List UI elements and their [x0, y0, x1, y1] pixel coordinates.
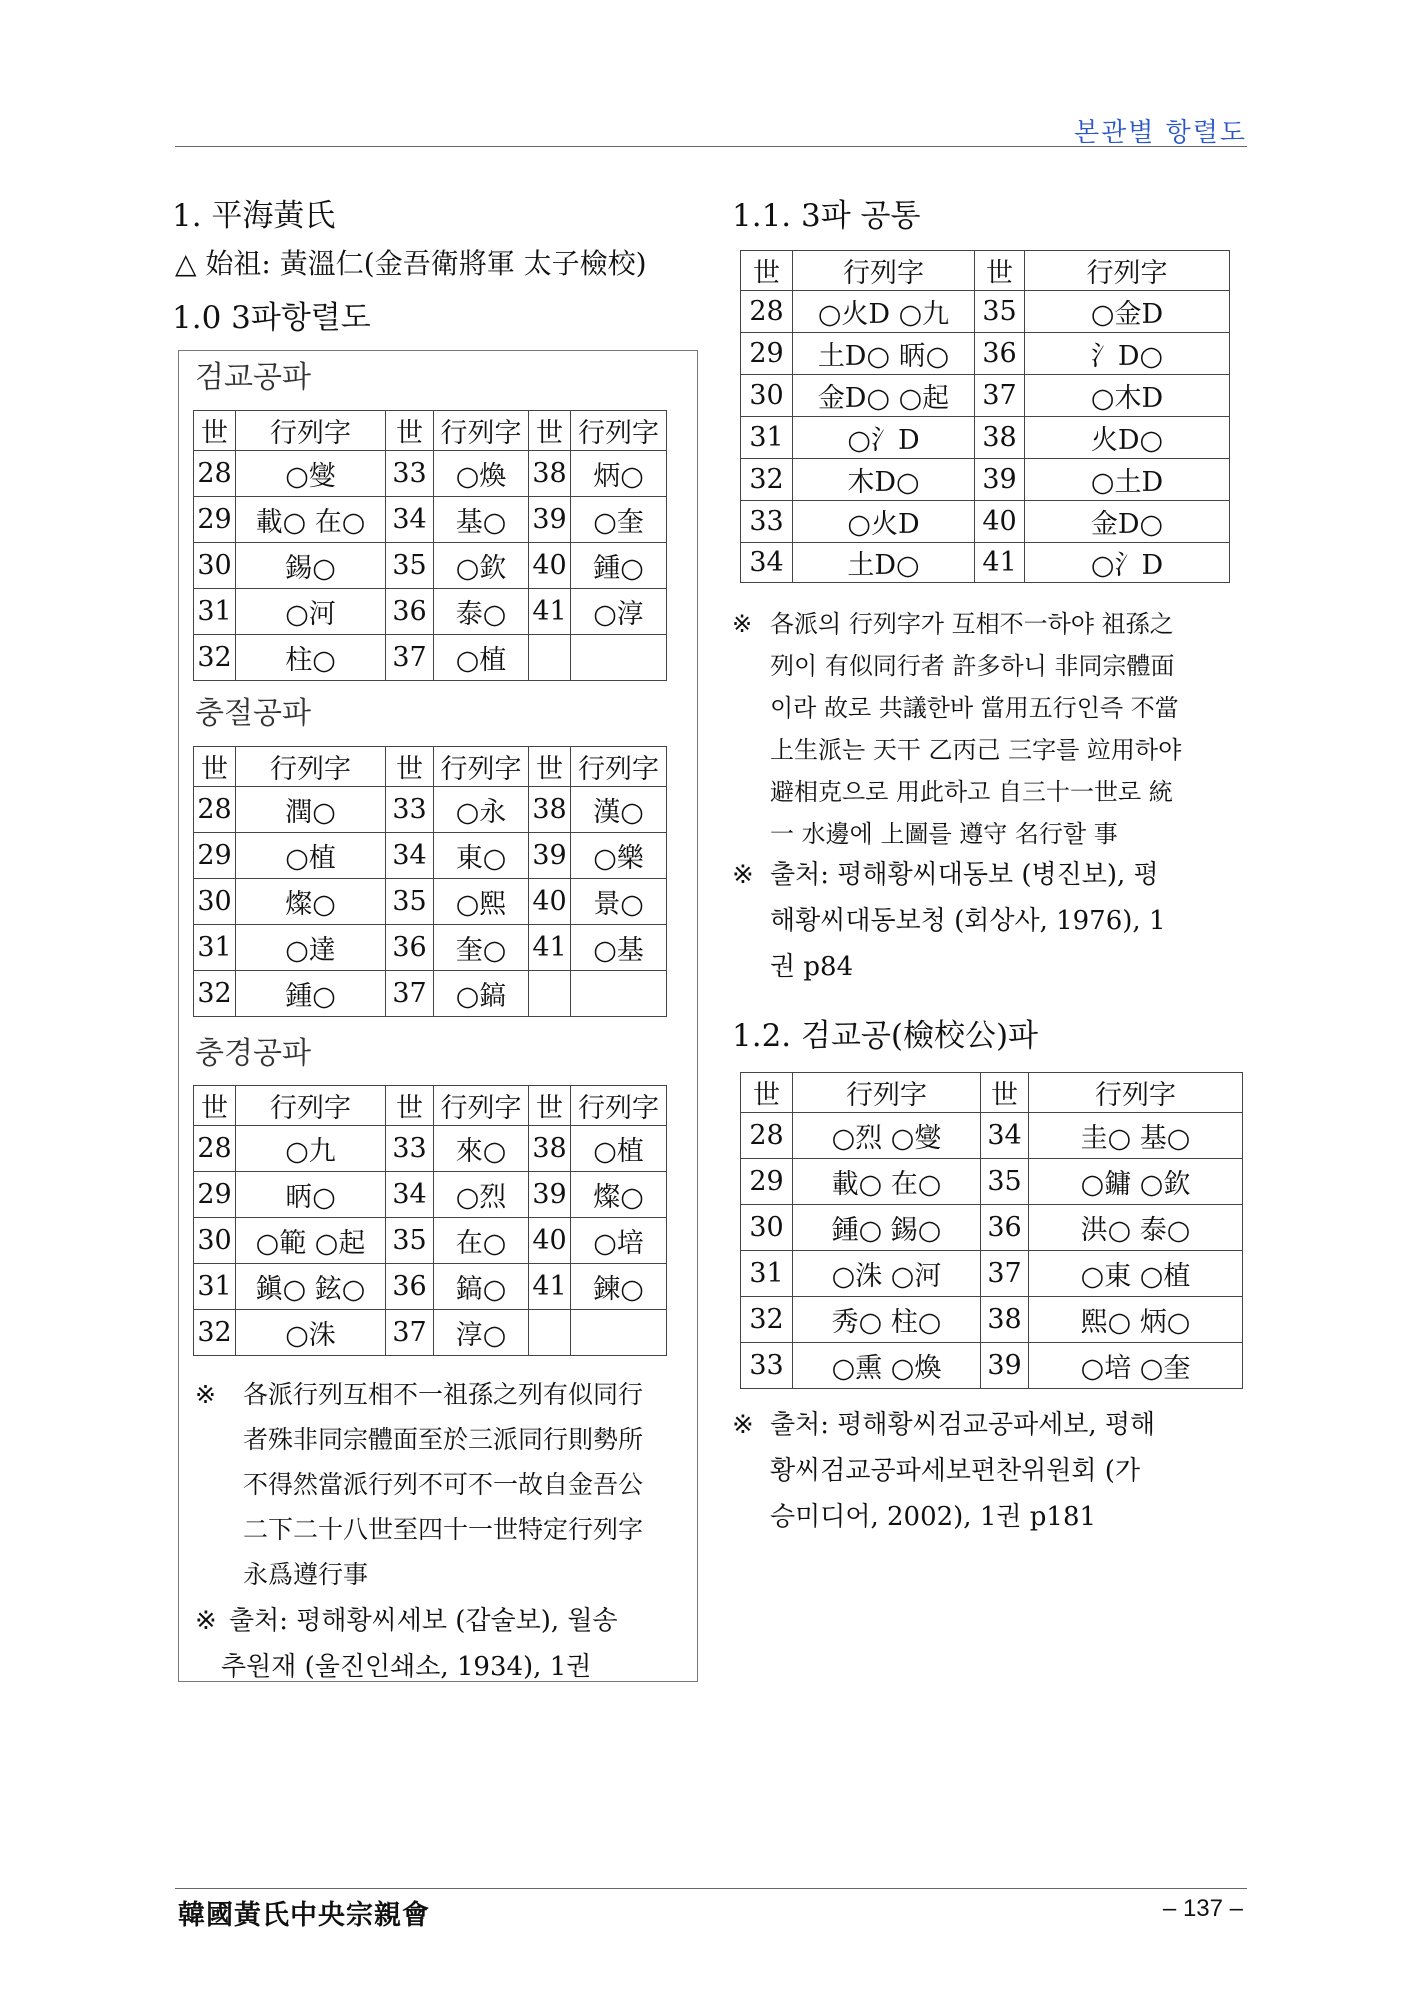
table-cell: 熙○ 炳○	[1029, 1297, 1243, 1343]
table-cell: ○範 ○起	[236, 1218, 386, 1264]
table-cell: 38	[529, 1126, 571, 1172]
table-cell: 29	[194, 833, 236, 879]
table-cell: 32	[194, 635, 236, 681]
table-cell: ○植	[434, 635, 529, 681]
table-cell: 29	[741, 333, 793, 375]
table-cell: 35	[981, 1159, 1029, 1205]
table-cell: ○鎬	[434, 971, 529, 1017]
table-cell: 34	[386, 497, 434, 543]
table-cell: 36	[386, 589, 434, 635]
note-line: 上生派는 天干 乙丙己 三字를 竝用하야	[770, 736, 1182, 764]
table-cell: 40	[529, 1218, 571, 1264]
table-cell: 氵D○	[1025, 333, 1230, 375]
table-cell: 39	[529, 1172, 571, 1218]
table-cell	[571, 971, 667, 1017]
table-cell: ○達	[236, 925, 386, 971]
header-cell: 世	[529, 1086, 571, 1126]
table-cell: 30	[194, 879, 236, 925]
table-cell: 33	[741, 1343, 793, 1389]
table-cell: 31	[194, 589, 236, 635]
table-cell: 泰○	[434, 589, 529, 635]
table-cell: 37	[386, 635, 434, 681]
table-row	[194, 879, 667, 925]
table-cell: 30	[741, 1205, 793, 1251]
header-rule	[175, 146, 1247, 147]
header-cell: 行列字	[236, 747, 386, 787]
table-cell: 金D○	[1025, 501, 1230, 543]
table-cell: 土D○	[793, 543, 975, 583]
table-cell: ○培	[571, 1218, 667, 1264]
branch-title-chunggyeong: 충경공파	[195, 1036, 311, 1071]
branch-title-chungjeol: 충절공파	[195, 696, 311, 731]
table-cell: 奎○	[434, 925, 529, 971]
source-line: 권 p84	[770, 952, 854, 982]
note-line: 이라 故로 共議한바 當用五行인즉 不當	[770, 694, 1179, 722]
table-cell: 36	[386, 1264, 434, 1310]
left-source	[195, 1598, 685, 1690]
table-cell: 38	[529, 787, 571, 833]
table-row	[741, 1297, 1243, 1343]
table-cell: 33	[386, 787, 434, 833]
table-cell: 潤○	[236, 787, 386, 833]
header-cell: 世	[981, 1073, 1029, 1113]
table-cell: 東○	[434, 833, 529, 879]
header-cell: 世	[194, 1086, 236, 1126]
geomgyo-source	[732, 1402, 1252, 1540]
table-cell: 35	[386, 543, 434, 589]
table-cell: 在○	[434, 1218, 529, 1264]
table-cell: 漢○	[571, 787, 667, 833]
table-cell: 37	[386, 1310, 434, 1356]
note-line: 列이 有似同行者 許多하니 非同宗體面	[770, 652, 1175, 680]
note-line: 一 水邊에 上圖를 遵守 名行할 事	[770, 820, 1118, 848]
table-cell: 39	[529, 497, 571, 543]
header-cell: 世	[194, 411, 236, 451]
table-cell: 28	[194, 1126, 236, 1172]
source-line: 황씨검교공파세보편찬위원회 (가	[770, 1456, 1141, 1486]
table-cell: ○烈 ○燮	[793, 1113, 981, 1159]
table-cell: 鍾○	[236, 971, 386, 1017]
table-cell: 29	[194, 1172, 236, 1218]
table-cell: ○氵D	[793, 417, 975, 459]
table-cell	[529, 971, 571, 1017]
table-cell: 28	[194, 787, 236, 833]
table-cell: 33	[386, 1126, 434, 1172]
table-cell: 鍾○ 錫○	[793, 1205, 981, 1251]
table-cell: 28	[741, 1113, 793, 1159]
table-row	[194, 497, 667, 543]
table-row	[194, 787, 667, 833]
table-row	[741, 1343, 1243, 1389]
table-row	[194, 1264, 667, 1310]
table-cell: ○熏 ○煥	[793, 1343, 981, 1389]
table-row	[741, 375, 1230, 417]
source-mark: ※	[732, 1410, 754, 1440]
table-cell: 33	[386, 451, 434, 497]
table-cell: 36	[981, 1205, 1029, 1251]
source-line: 출처: 평해황씨검교공파세보, 평해	[770, 1410, 1156, 1440]
table-cell: 37	[981, 1251, 1029, 1297]
table-cell: 基○	[434, 497, 529, 543]
table-cell: 35	[386, 1218, 434, 1264]
table-cell: 30	[194, 543, 236, 589]
table-row	[741, 1159, 1243, 1205]
section-title-geomgyo: 1.2. 검교공(檢校公)파	[732, 1018, 1038, 1054]
table-cell: ○洙 ○河	[793, 1251, 981, 1297]
table-row	[741, 459, 1230, 501]
table-cell: 39	[529, 833, 571, 879]
note-mark: ※	[195, 1380, 216, 1409]
note-line: 永爲遵行事	[243, 1560, 369, 1589]
source-mark: ※	[732, 860, 754, 890]
common-note	[732, 603, 1252, 855]
table-cell: 31	[194, 1264, 236, 1310]
header-cell: 行列字	[434, 747, 529, 787]
table-cell: ○氵D	[1025, 543, 1230, 583]
table-cell: 35	[975, 291, 1025, 333]
table-row	[741, 333, 1230, 375]
table-cell: 火D○	[1025, 417, 1230, 459]
header-cell: 世	[529, 411, 571, 451]
table-cell: 37	[975, 375, 1025, 417]
table-cell: ○洙	[236, 1310, 386, 1356]
note-line: 各派의 行列字가 互相不一하야 祖孫之	[770, 610, 1174, 638]
table-cell: 41	[529, 589, 571, 635]
geomgyo-table	[740, 1072, 1243, 1389]
table-cell: 40	[529, 543, 571, 589]
table-cell: 金D○ ○起	[793, 375, 975, 417]
running-title: 본관별 항렬도	[1074, 118, 1247, 148]
page-number: – 137 –	[1162, 1895, 1243, 1922]
source-line: 해황씨대동보청 (회상사, 1976), 1	[770, 906, 1166, 936]
table-cell: 41	[529, 925, 571, 971]
table-cell: 昞○	[236, 1172, 386, 1218]
table-cell: ○樂	[571, 833, 667, 879]
note-mark: ※	[732, 610, 753, 638]
table-cell: 土D○ 昞○	[793, 333, 975, 375]
table-cell: 28	[194, 451, 236, 497]
table-cell	[529, 1310, 571, 1356]
table-cell: ○鏞 ○欽	[1029, 1159, 1243, 1205]
table-cell	[571, 1310, 667, 1356]
table-cell: 31	[194, 925, 236, 971]
table-row	[741, 543, 1230, 583]
source-line: 추원재 (울진인쇄소, 1934), 1권	[221, 1652, 592, 1682]
table-cell: 39	[981, 1343, 1029, 1389]
branch-table-chungjeol	[193, 746, 667, 1017]
table-cell: ○烈	[434, 1172, 529, 1218]
table-row	[194, 451, 667, 497]
table-cell: 40	[975, 501, 1025, 543]
table-cell: 32	[194, 971, 236, 1017]
table-cell: 載○ 在○	[793, 1159, 981, 1205]
table-row	[194, 543, 667, 589]
table-cell: 圭○ 基○	[1029, 1113, 1243, 1159]
table-row	[194, 925, 667, 971]
header-cell: 世	[741, 251, 793, 291]
table-row	[194, 1218, 667, 1264]
table-cell	[571, 635, 667, 681]
table-row	[194, 1126, 667, 1172]
table-cell: 鍾○	[571, 543, 667, 589]
table-row	[194, 635, 667, 681]
section-title-pyeonghae: 1. 平海黃氏	[172, 198, 336, 234]
common-source	[732, 852, 1252, 990]
table-cell: 32	[194, 1310, 236, 1356]
header-cell: 行列字	[236, 411, 386, 451]
branch-table-chunggyeong	[193, 1085, 667, 1356]
header-cell: 行列字	[434, 1086, 529, 1126]
header-cell: 行列字	[1029, 1073, 1243, 1113]
source-mark: ※	[195, 1606, 217, 1636]
branch-title-geomgyo: 검교공파	[195, 360, 311, 395]
table-cell: 34	[386, 1172, 434, 1218]
table-row	[194, 1172, 667, 1218]
table-cell: 秀○ 柱○	[793, 1297, 981, 1343]
table-row	[194, 1310, 667, 1356]
table-row	[741, 1251, 1243, 1297]
table-cell: ○木D	[1025, 375, 1230, 417]
table-cell: 28	[741, 291, 793, 333]
table-cell	[529, 635, 571, 681]
table-cell: ○淳	[571, 589, 667, 635]
table-cell: 38	[975, 417, 1025, 459]
table-cell: 燦○	[571, 1172, 667, 1218]
header-cell: 世	[386, 747, 434, 787]
table-cell: 燦○	[236, 879, 386, 925]
common-table	[740, 250, 1230, 583]
table-cell: 32	[741, 459, 793, 501]
table-cell: ○九	[236, 1126, 386, 1172]
table-cell: ○培 ○奎	[1029, 1343, 1243, 1389]
table-cell: 35	[386, 879, 434, 925]
table-row	[741, 1205, 1243, 1251]
table-cell: ○火D ○九	[793, 291, 975, 333]
table-cell: ○熙	[434, 879, 529, 925]
table-cell: 31	[741, 417, 793, 459]
table-cell: 鍊○	[571, 1264, 667, 1310]
branch-table-geomgyo	[193, 410, 667, 681]
source-line: 출처: 평해황씨세보 (갑술보), 월송	[229, 1606, 618, 1636]
header-cell: 世	[975, 251, 1025, 291]
table-cell: 36	[386, 925, 434, 971]
header-cell: 世	[741, 1073, 793, 1113]
table-cell: 34	[981, 1113, 1029, 1159]
table-cell: ○東 ○植	[1029, 1251, 1243, 1297]
table-cell: ○燮	[236, 451, 386, 497]
header-cell: 行列字	[571, 747, 667, 787]
note-line: 不得然當派行列不可不一故自金吾公	[243, 1470, 644, 1499]
table-cell: 來○	[434, 1126, 529, 1172]
table-row	[194, 833, 667, 879]
table-cell: 32	[741, 1297, 793, 1343]
table-cell: 洪○ 泰○	[1029, 1205, 1243, 1251]
note-line: 避相克으로 用此하고 自三十一世로 統	[770, 778, 1173, 806]
header-cell: 行列字	[571, 1086, 667, 1126]
table-cell: 31	[741, 1251, 793, 1297]
table-cell: ○植	[571, 1126, 667, 1172]
progenitor-line: △ 始祖: 黃溫仁(金吾衛將軍 太子檢校)	[175, 247, 647, 280]
table-cell: 景○	[571, 879, 667, 925]
table-cell: ○植	[236, 833, 386, 879]
table-cell: 29	[194, 497, 236, 543]
table-cell: 30	[741, 375, 793, 417]
table-cell: 木D○	[793, 459, 975, 501]
table-cell: 34	[741, 543, 793, 583]
table-row	[741, 291, 1230, 333]
table-cell: 41	[975, 543, 1025, 583]
table-cell: 鎬○	[434, 1264, 529, 1310]
note-line: 二下二十八世至四十一世特定行列字	[243, 1515, 644, 1544]
table-cell: 炳○	[571, 451, 667, 497]
header-cell: 行列字	[571, 411, 667, 451]
table-cell: 38	[529, 451, 571, 497]
table-row	[741, 1113, 1243, 1159]
table-row	[194, 589, 667, 635]
table-cell: 40	[529, 879, 571, 925]
table-cell: 36	[975, 333, 1025, 375]
header-cell: 行列字	[793, 1073, 981, 1113]
header-cell: 行列字	[434, 411, 529, 451]
table-cell: 錫○	[236, 543, 386, 589]
table-cell: ○火D	[793, 501, 975, 543]
table-cell: 鎭○ 鉉○	[236, 1264, 386, 1310]
table-cell: 29	[741, 1159, 793, 1205]
left-note	[195, 1372, 685, 1597]
section-title-common: 1.1. 3파 공통	[732, 198, 921, 234]
header-cell: 世	[194, 747, 236, 787]
header-cell: 世	[386, 411, 434, 451]
footer-organization: 韓國黃氏中央宗親會	[178, 1900, 430, 1931]
table-row	[741, 417, 1230, 459]
table-cell: ○土D	[1025, 459, 1230, 501]
header-cell: 行列字	[793, 251, 975, 291]
table-cell: ○奎	[571, 497, 667, 543]
note-line: 各派行列互相不一祖孫之列有似同行	[243, 1380, 644, 1409]
source-line: 출처: 평해황씨대동보 (병진보), 평	[770, 860, 1159, 890]
header-cell: 行列字	[1025, 251, 1230, 291]
table-cell: 載○ 在○	[236, 497, 386, 543]
table-cell: 34	[386, 833, 434, 879]
table-cell: 30	[194, 1218, 236, 1264]
header-cell: 世	[529, 747, 571, 787]
table-cell: ○欽	[434, 543, 529, 589]
table-cell: 38	[981, 1297, 1029, 1343]
table-cell: 39	[975, 459, 1025, 501]
table-cell: ○金D	[1025, 291, 1230, 333]
table-cell: 37	[386, 971, 434, 1017]
table-cell: ○河	[236, 589, 386, 635]
table-cell: ○基	[571, 925, 667, 971]
table-cell: 淳○	[434, 1310, 529, 1356]
source-line: 승미디어, 2002), 1권 p181	[770, 1502, 1097, 1532]
table-row	[741, 501, 1230, 543]
note-line: 者殊非同宗體面至於三派同行則勢所	[243, 1425, 644, 1454]
subtitle-3pa-chart: 1.0 3파항렬도	[172, 300, 371, 336]
footer-rule	[175, 1888, 1247, 1889]
table-cell: 41	[529, 1264, 571, 1310]
table-cell: ○煥	[434, 451, 529, 497]
table-cell: 33	[741, 501, 793, 543]
table-cell: ○永	[434, 787, 529, 833]
table-row	[194, 971, 667, 1017]
table-cell: 柱○	[236, 635, 386, 681]
header-cell: 行列字	[236, 1086, 386, 1126]
header-cell: 世	[386, 1086, 434, 1126]
